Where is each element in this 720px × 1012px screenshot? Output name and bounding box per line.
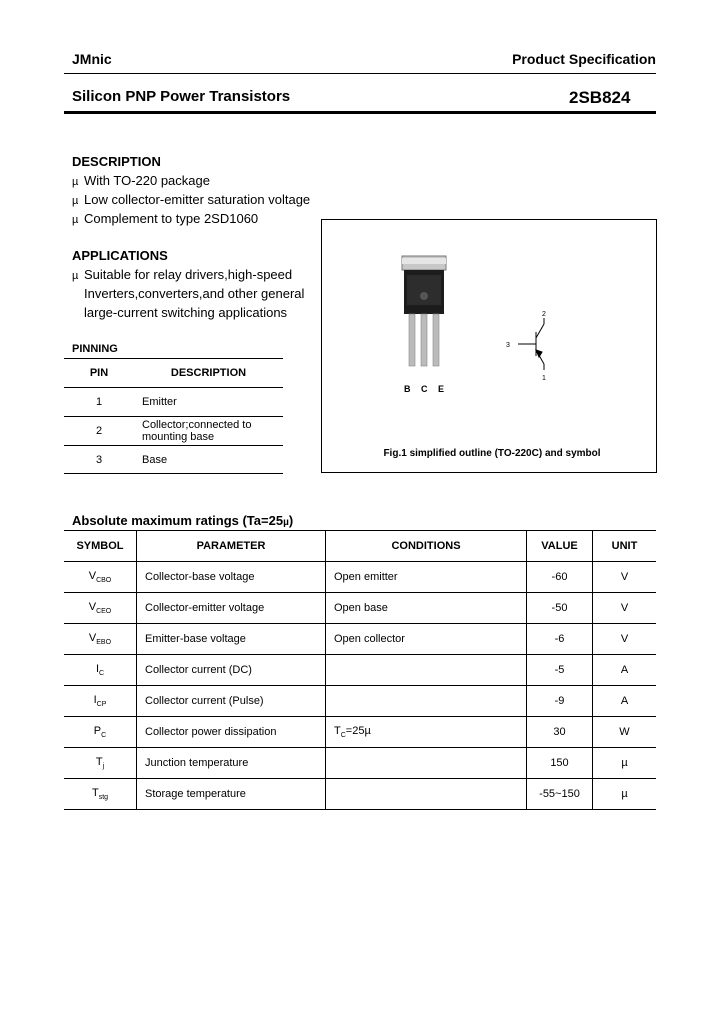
- bullet-icon: µ: [72, 214, 79, 226]
- table-row: 3 Base: [64, 446, 283, 474]
- table-row: $T_{stg}$ Storage temperature -55~150 µ: [64, 779, 656, 810]
- bullet-icon: µ: [72, 195, 79, 207]
- description-item: µ With TO-220 package: [72, 173, 210, 188]
- symbol-label-bottom: 1: [542, 375, 546, 382]
- applications-bullet: [72, 267, 84, 282]
- ratings-table: [64, 530, 656, 810]
- conditions-column-header: CONDITIONS: [326, 531, 527, 562]
- pinning-header-row: [64, 359, 283, 388]
- symbol-label-top: 2: [542, 311, 546, 318]
- header-rule: [64, 73, 656, 74]
- figure-box: [321, 219, 657, 473]
- document-type: Product Specification: [512, 51, 656, 67]
- bullet-icon: µ: [72, 270, 79, 282]
- table-row: 1 Emitter: [64, 388, 283, 417]
- table-row: 2 Collector;connected to mounting base: [64, 417, 283, 446]
- transistor-symbol-icon: [518, 318, 544, 370]
- transistor-figure: [322, 220, 656, 472]
- table-row: $V_{CBO}$ Collector-base voltage Open emitter -60 V: [64, 562, 656, 593]
- description-item: µ Complement to type 2SD1060: [72, 211, 259, 226]
- unit-column-header: UNIT: [593, 531, 657, 562]
- description-item: µ Low collector-emitter saturation voltage: [72, 192, 311, 207]
- value-column-header: VALUE: [527, 531, 593, 562]
- page-title: Silicon PNP Power Transistors: [72, 88, 291, 105]
- applications-text: Suitable for relay drivers,high-speed Inverters,converters,and other general large-current switching applications: [84, 267, 305, 320]
- table-row: $T_j$ Junction temperature 150 µ: [64, 748, 656, 779]
- company-name: JMnic: [72, 51, 112, 67]
- table-row: $V_{CEO}$ Collector-emitter voltage Open base -50 V: [64, 593, 656, 624]
- table-row: $V_{EBO}$ Emitter-base voltage Open collector -6 V: [64, 624, 656, 655]
- bullet-icon: µ: [72, 176, 79, 188]
- pinning-table: [64, 359, 283, 474]
- applications-heading: APPLICATIONS: [72, 248, 168, 263]
- symbol-label-left: 3: [506, 342, 510, 349]
- to220-package-icon: [402, 256, 446, 366]
- description-heading: DESCRIPTION: [72, 154, 161, 169]
- parameter-column-header: PARAMETER: [137, 531, 326, 562]
- pin-column-header: PIN: [64, 359, 134, 388]
- table-row: $I_{CP}$ Collector current (Pulse) -9 A: [64, 686, 656, 717]
- pinning-heading: PINNING: [72, 343, 118, 355]
- table-row: $I_C$ Collector current (DC) -5 A: [64, 655, 656, 686]
- part-number: 2SB824: [569, 88, 631, 107]
- ratings-heading: Absolute maximum ratings (Ta=25µ): [72, 513, 294, 528]
- pin-labels: B C E: [403, 384, 449, 394]
- ratings-header-row: [64, 531, 656, 562]
- figure-caption: Fig.1 simplified outline (TO-220C) and symbol: [383, 448, 601, 459]
- title-rule: [64, 111, 656, 114]
- symbol-column-header: SYMBOL: [64, 531, 137, 562]
- table-row: $P_C$ Collector power dissipation $T_C=25\mu$ 30 W: [64, 717, 656, 748]
- description-column-header: DESCRIPTION: [134, 359, 283, 388]
